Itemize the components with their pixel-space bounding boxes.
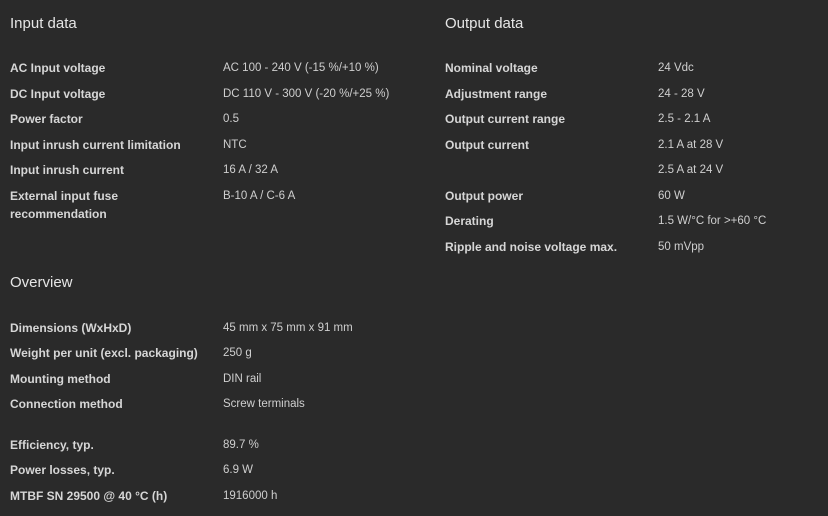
output-data-heading: Output data [445, 15, 524, 32]
overview-row-value: Screw terminals [223, 398, 305, 410]
output-row-value: 60 W [658, 190, 685, 202]
input-row-value: 16 A / 32 A [223, 164, 278, 176]
input-row-label: Input inrush current limitation [10, 138, 181, 152]
overview-row-label: Connection method [10, 397, 123, 411]
input-row-label: Power factor [10, 112, 83, 126]
input-data-heading: Input data [10, 15, 77, 32]
input-row-value: NTC [223, 139, 247, 151]
overview-row-label: Power losses, typ. [10, 463, 115, 477]
output-row-value: 2.5 - 2.1 A [658, 113, 711, 125]
input-row-value: 0.5 [223, 113, 239, 125]
input-row-label: AC Input voltage [10, 61, 106, 75]
overview-row-value: 89.7 % [223, 439, 259, 451]
output-row-value: 24 - 28 V [658, 88, 705, 100]
output-row-label: Output current range [445, 112, 566, 126]
input-row-label: DC Input voltage [10, 87, 106, 101]
output-row-value: 24 Vdc [658, 62, 694, 74]
overview-row-value: 1916000 h [223, 490, 278, 502]
input-row-label: Input inrush current [10, 163, 124, 177]
overview-row-label: Mounting method [10, 372, 111, 386]
output-row-label: Output current [445, 138, 529, 152]
output-row-label: Output power [445, 189, 523, 203]
overview-row-label: Efficiency, typ. [10, 438, 94, 452]
output-row-value-continued: 2.5 A at 24 V [658, 164, 724, 176]
overview-row-value: DIN rail [223, 373, 262, 385]
output-row-value: 2.1 A at 28 V [658, 139, 724, 151]
overview-row-label: Weight per unit (excl. packaging) [10, 346, 198, 360]
output-row-label: Nominal voltage [445, 61, 538, 75]
output-row-value: 50 mVpp [658, 241, 705, 253]
overview-row-label: Dimensions (WxHxD) [10, 321, 132, 335]
input-row-value: AC 100 - 240 V (-15 %/+10 %) [223, 62, 379, 74]
overview-row-value: 250 g [223, 347, 252, 359]
output-row-value: 1.5 W/°C for >+60 °C [658, 215, 767, 227]
output-row-label: Ripple and noise voltage max. [445, 240, 618, 254]
input-row-value: DC 110 V - 300 V (-20 %/+25 %) [223, 88, 390, 100]
input-row-label-continued: recommendation [10, 207, 107, 221]
output-row-label: Adjustment range [445, 87, 548, 101]
overview-row-value: 45 mm x 75 mm x 91 mm [223, 322, 353, 334]
input-row-value: B-10 A / C-6 A [223, 190, 296, 202]
overview-heading: Overview [10, 274, 73, 291]
overview-row-label: MTBF SN 29500 @ 40 °C (h) [10, 489, 168, 503]
input-row-label: External input fuse [10, 189, 119, 203]
output-row-label: Derating [445, 214, 494, 228]
overview-row-value: 6.9 W [223, 464, 254, 476]
